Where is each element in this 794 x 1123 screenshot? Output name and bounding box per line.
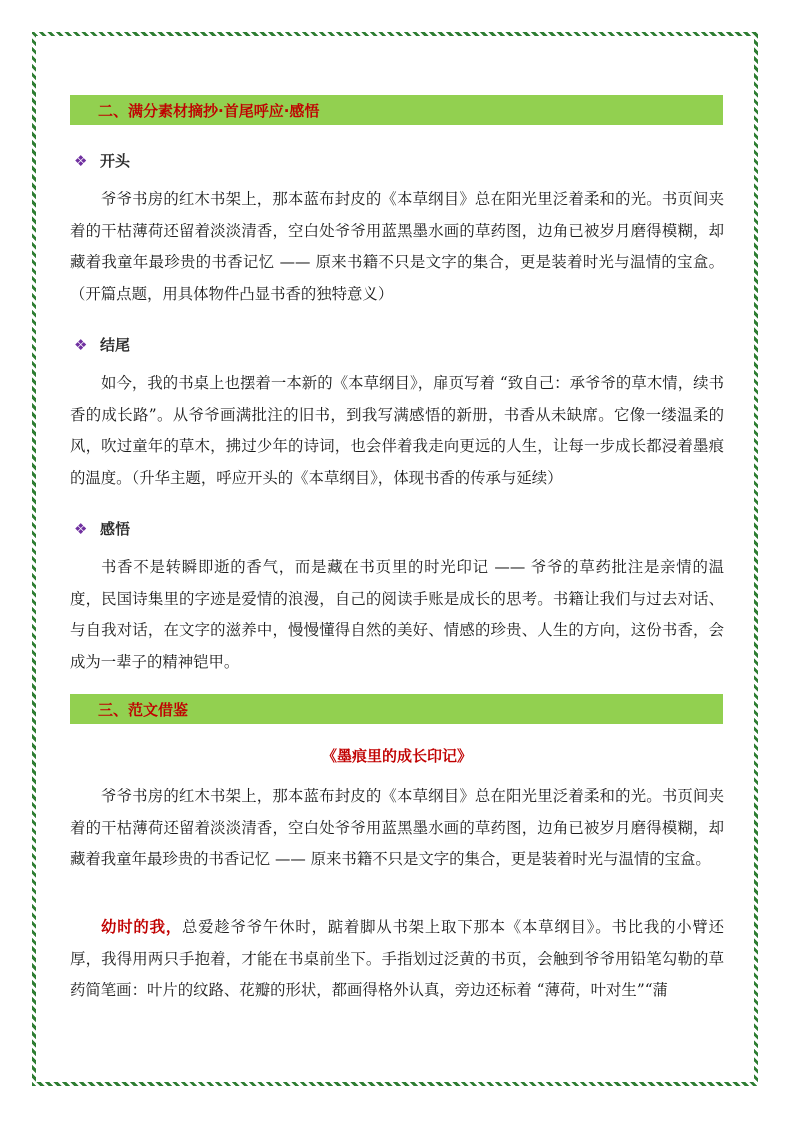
diamond-bullet-icon: ❖	[74, 151, 88, 170]
diamond-bullet-icon: ❖	[74, 519, 88, 538]
diamond-bullet-icon: ❖	[74, 335, 88, 354]
ending-paragraph: 如今，我的书桌上也摆着一本新的《本草纲目》，扉页写着 “致自己：承爷爷的草木情，续书香的成长路”。从爷爷画满批注的旧书，到我写满感悟的新册，书香从未缺席。它像一缕温柔的风，吹过童年的草木，拂过少年的诗词，也会伴着我走向更远的人生，让每一步成长都浸着墨痕的温度。（升华主题，呼应开头的《本草纲目》，体现书香的传承与延续）	[70, 374, 724, 487]
essay-title: 《墨痕里的成长印记》	[321, 747, 472, 765]
subheading-reflection	[74, 518, 130, 539]
section-header-model-essay	[70, 694, 723, 724]
subheading-label: 感悟	[100, 520, 131, 538]
essay-paragraph-2	[70, 912, 724, 1007]
section-title: 三、范文借鉴	[98, 700, 189, 719]
opening-paragraph: 爷爷书房的红木书架上，那本蓝布封皮的《本草纲目》总在阳光里泛着柔和的光。书页间夹着的干枯薄荷还留着淡淡清香，空白处爷爷用蓝黑墨水画的草药图，边角已被岁月磨得模糊，却藏着我童年最珍贵的书香记忆 —— 原来书籍不只是文字的集合，更是装着时光与温情的宝盒。（开篇点题，用具体物件凸显书香的独特意义）	[70, 190, 724, 303]
subheading-label: 开头	[100, 152, 131, 170]
paragraph-lead: 幼时的我，	[101, 918, 182, 936]
subheading-label: 结尾	[100, 336, 131, 354]
reflection-paragraph: 书香不是转瞬即逝的香气，而是藏在书页里的时光印记 —— 爷爷的草药批注是亲情的温度，民国诗集里的字迹是爱情的浪漫，自己的阅读手账是成长的思考。书籍让我们与过去对话、与自我对话，在文字的滋养中，慢慢懂得自然的美好、情感的珍贵、人生的方向，这份书香，会成为一辈子的精神铠甲。	[70, 558, 724, 671]
subheading-ending	[74, 334, 130, 355]
paragraph-body: 总爱趁爷爷午休时，踮着脚从书架上取下那本《本草纲目》。书比我的小臂还厚，我得用两只手抱着，才能在书桌前坐下。手指划过泛黄的书页，会触到爷爷用铅笔勾勒的草药简笔画：叶片的纹路、花瓣的形状，都画得格外认真，旁边还标着 “薄荷，叶对生”“蒲	[70, 918, 724, 999]
subheading-opening	[74, 150, 130, 171]
section-title: 二、满分素材摘抄·首尾呼应·感悟	[98, 101, 320, 120]
section-header-excerpts	[70, 95, 723, 125]
essay-paragraph-1: 爷爷书房的红木书架上，那本蓝布封皮的《本草纲目》总在阳光里泛着柔和的光。书页间夹着的干枯薄荷还留着淡淡清香，空白处爷爷用蓝黑墨水画的草药图，边角已被岁月磨得模糊，却藏着我童年最珍贵的书香记忆 —— 原来书籍不只是文字的集合，更是装着时光与温情的宝盒。	[70, 787, 724, 868]
